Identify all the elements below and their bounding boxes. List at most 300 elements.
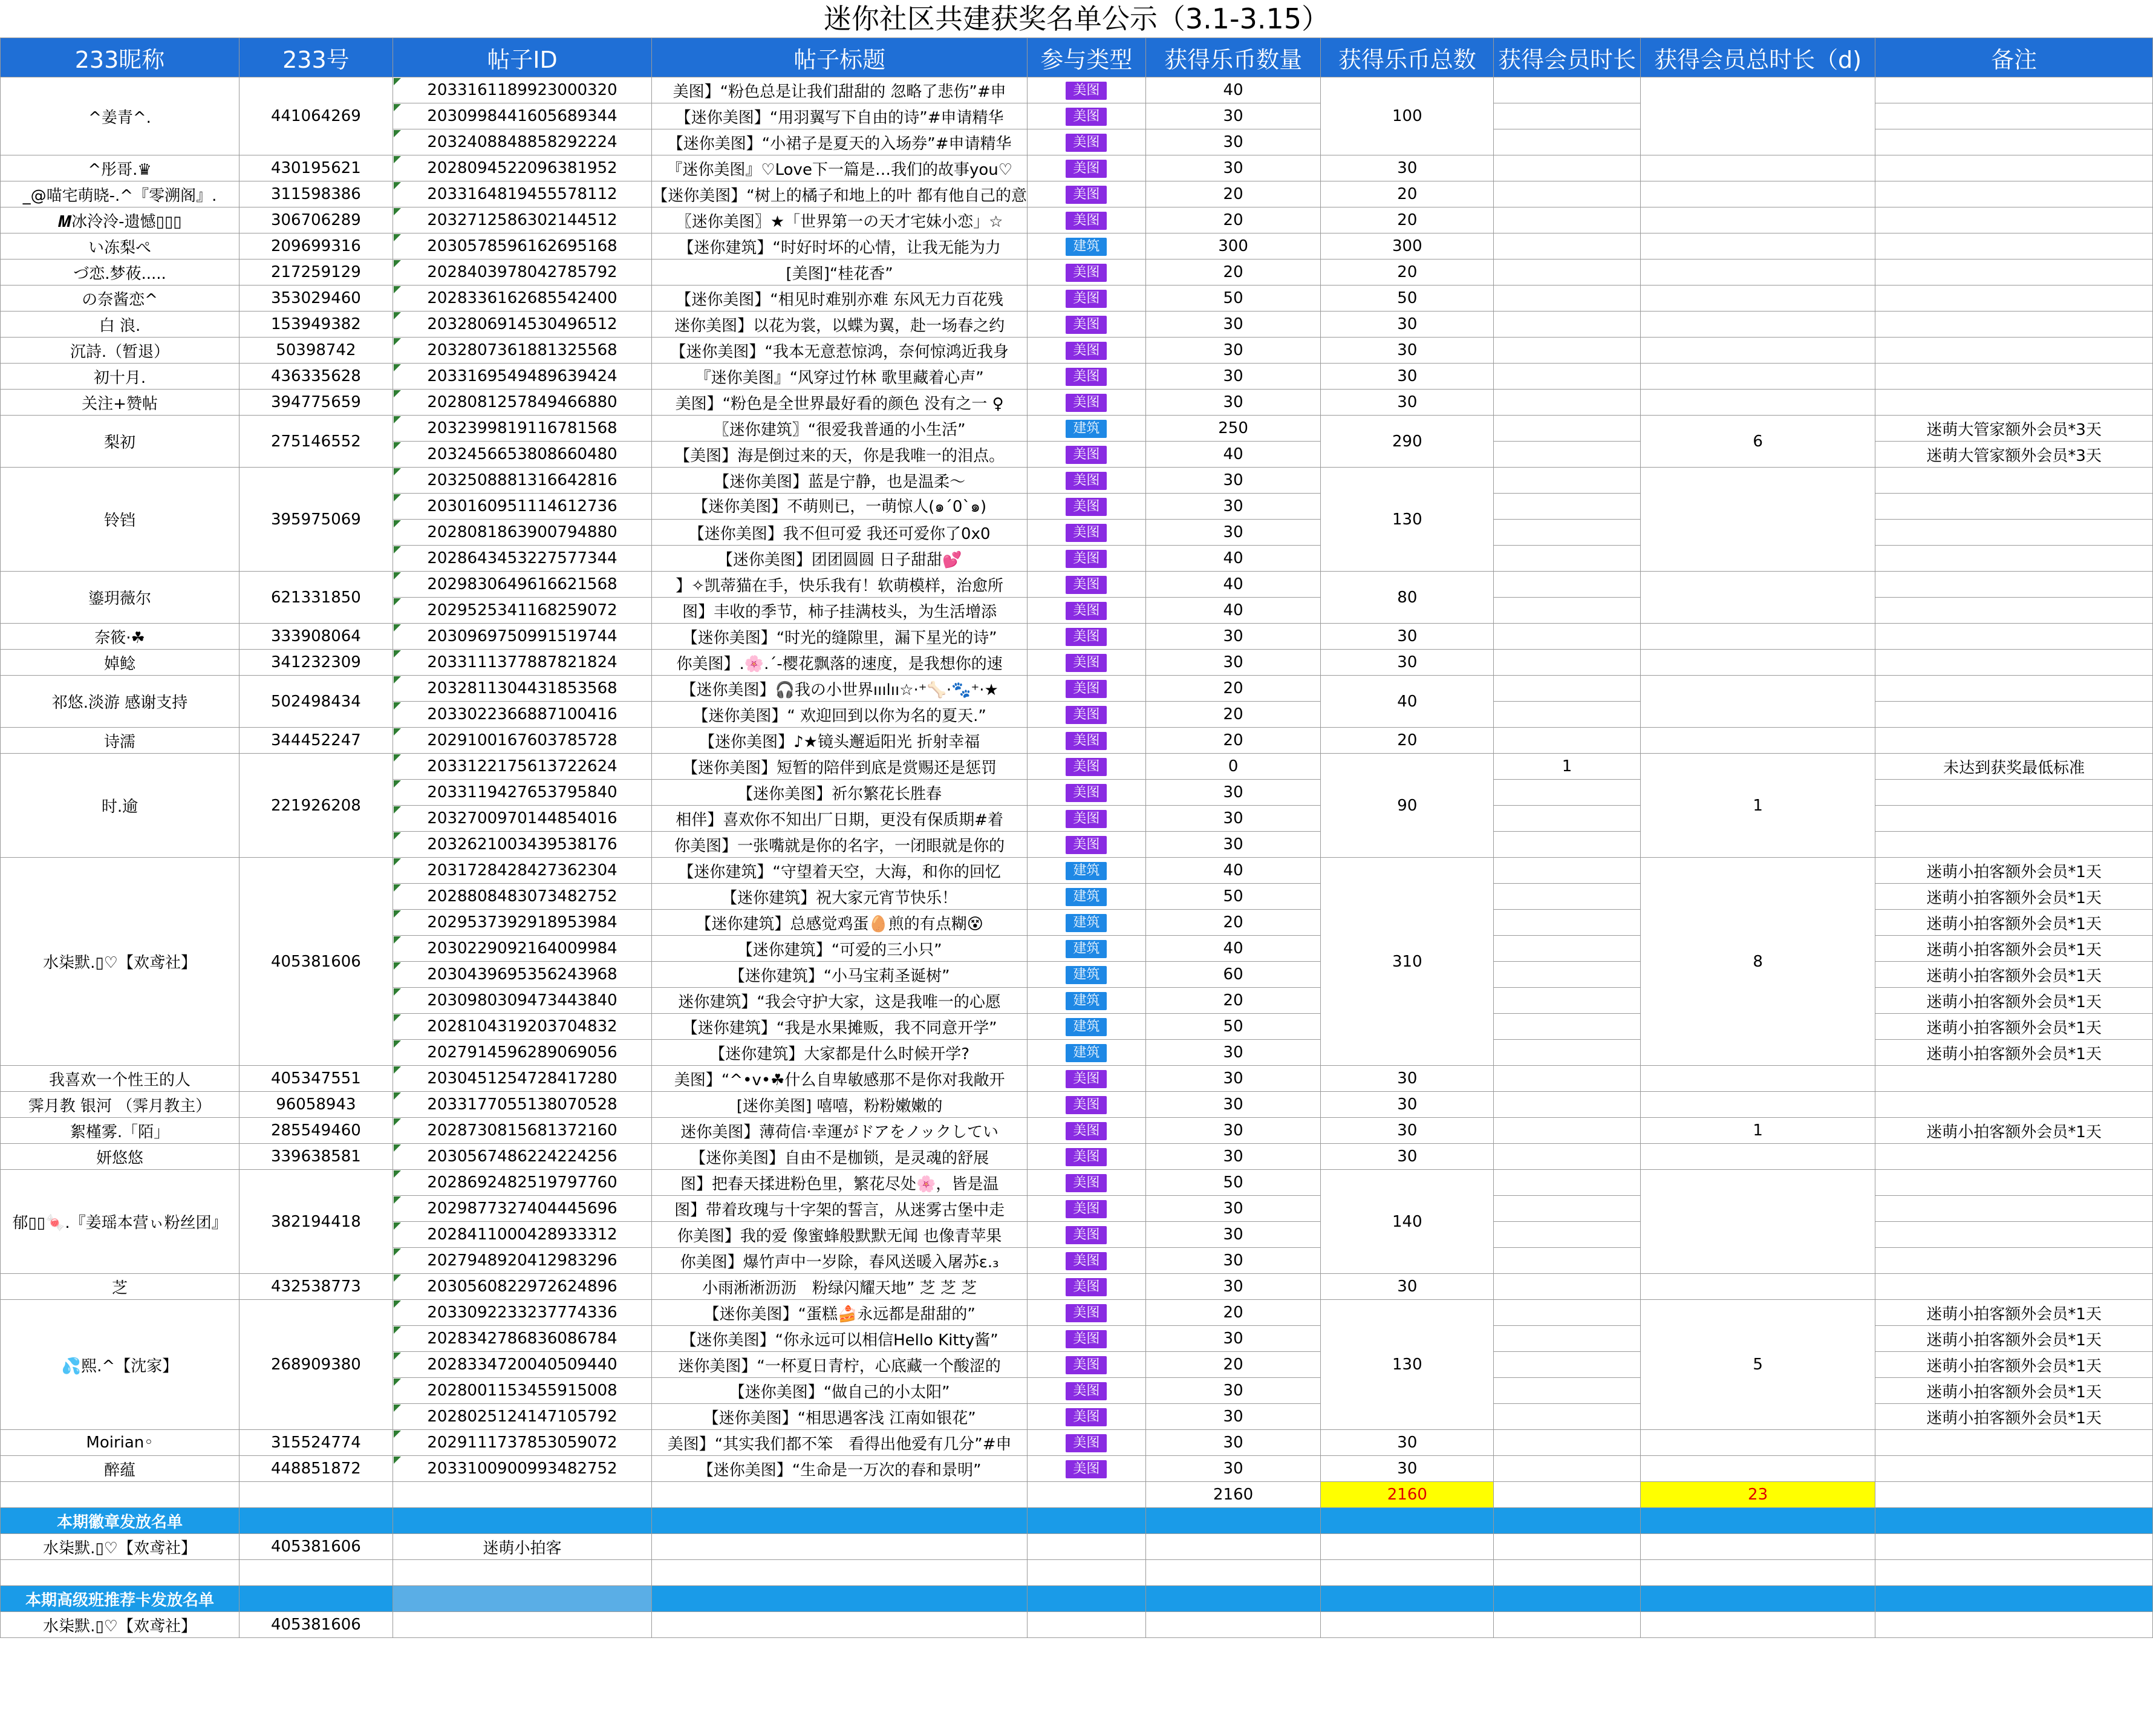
type-cell[interactable] (1028, 676, 1146, 702)
coins-total-cell[interactable]: 300 (1321, 233, 1494, 259)
coins-cell[interactable]: 30 (1145, 1326, 1321, 1352)
type-cell[interactable] (1028, 884, 1146, 910)
coins-cell[interactable]: 30 (1145, 338, 1321, 364)
type-cell[interactable] (1028, 1092, 1146, 1118)
coins-cell[interactable]: 40 (1145, 77, 1321, 103)
post-title-cell[interactable]: 【迷你建筑】总感觉鸡蛋🥚煎的有点糊😵 (652, 910, 1028, 936)
type-cell[interactable] (1028, 1430, 1146, 1456)
coins-cell[interactable]: 30 (1145, 155, 1321, 181)
post-id-cell[interactable]: 2028730815681372160 (392, 1118, 652, 1144)
post-title-cell[interactable]: 图】丰收的季节，柿子挂满枝头，为生活增添 (652, 598, 1028, 624)
type-cell[interactable] (1028, 780, 1146, 806)
member-time-cell[interactable] (1494, 416, 1641, 442)
nickname-cell[interactable]: 鎏玥薇尔 (1, 572, 239, 624)
post-id-cell[interactable]: 2029830649616621568 (392, 572, 652, 598)
coins-cell[interactable]: 50 (1145, 286, 1321, 312)
note-cell[interactable]: 迷萌小拍客额外会员*1天 (1875, 1378, 2153, 1404)
coins-cell[interactable]: 60 (1145, 962, 1321, 988)
member-time-cell[interactable] (1494, 1066, 1641, 1092)
post-id-cell[interactable]: 2030567486224224256 (392, 1144, 652, 1170)
member-total-cell[interactable] (1640, 572, 1875, 624)
coins-cell[interactable]: 30 (1145, 1248, 1321, 1274)
uid-cell[interactable]: 344452247 (239, 728, 393, 754)
note-cell[interactable] (1875, 520, 2153, 546)
coins-total-cell[interactable]: 30 (1321, 390, 1494, 416)
type-cell[interactable] (1028, 338, 1146, 364)
nickname-cell[interactable]: 霁月教 银河 （霁月教主） (1, 1092, 239, 1118)
coins-cell[interactable]: 30 (1145, 1196, 1321, 1222)
type-cell[interactable] (1028, 181, 1146, 207)
note-cell[interactable]: 迷萌小拍客额外会员*1天 (1875, 1300, 2153, 1326)
post-title-cell[interactable]: 【迷你建筑】“守望着天空，大海，和你的回忆 (652, 858, 1028, 884)
post-id-cell[interactable]: 2030229092164009984 (392, 936, 652, 962)
post-id-cell[interactable]: 2033169549489639424 (392, 364, 652, 390)
post-id-cell[interactable]: 2033177055138070528 (392, 1092, 652, 1118)
coins-cell[interactable]: 30 (1145, 1040, 1321, 1066)
col-note[interactable]: 备注 (1875, 38, 2153, 77)
post-title-cell[interactable]: 【迷你建筑】“小马宝莉圣诞树” (652, 962, 1028, 988)
note-cell[interactable] (1875, 1196, 2153, 1222)
member-time-cell[interactable] (1494, 1118, 1641, 1144)
member-time-cell[interactable] (1494, 832, 1641, 858)
uid-cell[interactable]: 395975069 (239, 468, 393, 572)
post-id-cell[interactable]: 2032508881316642816 (392, 468, 652, 494)
coins-cell[interactable]: 30 (1145, 1456, 1321, 1482)
member-time-cell[interactable] (1494, 702, 1641, 728)
type-cell[interactable] (1028, 129, 1146, 155)
type-cell[interactable] (1028, 1014, 1146, 1040)
post-title-cell[interactable]: 图】把春天揉进粉色里，繁花尽处🌸，皆是温 (652, 1170, 1028, 1196)
note-cell[interactable]: 迷萌大管家额外会员*3天 (1875, 416, 2153, 442)
member-time-cell[interactable] (1494, 468, 1641, 494)
coins-total-cell[interactable]: 140 (1321, 1170, 1494, 1274)
coins-total-cell[interactable]: 30 (1321, 624, 1494, 650)
post-title-cell[interactable]: 你美图】我的爱 像蜜蜂般默默无闻 也像青苹果 (652, 1222, 1028, 1248)
col-member-total[interactable]: 获得会员总时长（d) (1640, 38, 1875, 77)
member-total-cell[interactable]: 5 (1640, 1300, 1875, 1430)
uid-cell[interactable]: 217259129 (239, 259, 393, 286)
note-cell[interactable]: 迷萌小拍客额外会员*1天 (1875, 1352, 2153, 1378)
member-total-cell[interactable] (1640, 233, 1875, 259)
note-cell[interactable] (1875, 1248, 2153, 1274)
post-id-cell[interactable]: 2032700970144854016 (392, 806, 652, 832)
type-cell[interactable] (1028, 494, 1146, 520)
note-cell[interactable] (1875, 780, 2153, 806)
post-id-cell[interactable]: 2029877327404445696 (392, 1196, 652, 1222)
post-title-cell[interactable]: 迷你建筑】“我会守护大家，这是我唯一的心愿 (652, 988, 1028, 1014)
col-nickname[interactable]: 233昵称 (1, 38, 239, 77)
coins-cell[interactable]: 20 (1145, 702, 1321, 728)
coins-total-cell[interactable]: 40 (1321, 676, 1494, 728)
nickname-cell[interactable]: _@喵宅萌晓-.^『零溯阁』. (1, 181, 239, 207)
member-total-cell[interactable] (1640, 312, 1875, 338)
type-cell[interactable] (1028, 77, 1146, 103)
uid-cell[interactable]: 432538773 (239, 1274, 393, 1300)
post-id-cell[interactable]: 2028081863900794880 (392, 520, 652, 546)
post-id-cell[interactable]: 2033100900993482752 (392, 1456, 652, 1482)
member-total-cell[interactable] (1640, 468, 1875, 572)
uid-cell[interactable]: 153949382 (239, 312, 393, 338)
post-title-cell[interactable]: 】✧凯蒂猫在手，快乐我有！软萌模样，治愈所 (652, 572, 1028, 598)
post-title-cell[interactable]: 小雨淅淅沥沥 粉绿闪耀天地” 芝 芝 芝 (652, 1274, 1028, 1300)
uid-cell[interactable]: 382194418 (239, 1170, 393, 1274)
member-time-cell[interactable] (1494, 1352, 1641, 1378)
post-id-cell[interactable]: 2028104319203704832 (392, 1014, 652, 1040)
post-title-cell[interactable]: 美图】“^•v•☘什么自卑敏感那不是你对我敞开 (652, 1066, 1028, 1092)
post-title-cell[interactable]: [迷你美图] 嘻嘻，粉粉嫩嫩的 (652, 1092, 1028, 1118)
coins-cell[interactable]: 20 (1145, 676, 1321, 702)
post-title-cell[interactable]: 【迷你美图】“相思遇客浅 江南如银花” (652, 1404, 1028, 1430)
note-cell[interactable] (1875, 129, 2153, 155)
coins-cell[interactable]: 30 (1145, 312, 1321, 338)
coins-cell[interactable]: 50 (1145, 884, 1321, 910)
uid-cell[interactable]: 436335628 (239, 364, 393, 390)
coins-cell[interactable]: 30 (1145, 1274, 1321, 1300)
type-cell[interactable] (1028, 312, 1146, 338)
post-title-cell[interactable]: 【迷你美图】不萌则已，一萌惊人(๑´0`๑) (652, 494, 1028, 520)
member-total-cell[interactable] (1640, 1092, 1875, 1118)
member-time-cell[interactable] (1494, 259, 1641, 286)
post-title-cell[interactable]: 【迷你美图】🎧我の小世界ııılıı☆·⁺🦴·🐾⁺·★ (652, 676, 1028, 702)
member-time-cell[interactable] (1494, 676, 1641, 702)
post-title-cell[interactable]: 【迷你美图】短暂的陪伴到底是赏赐还是惩罚 (652, 754, 1028, 780)
uid-cell[interactable]: 441064269 (239, 77, 393, 155)
nickname-cell[interactable]: 沉詩.（暂退） (1, 338, 239, 364)
type-cell[interactable] (1028, 650, 1146, 676)
note-cell[interactable] (1875, 650, 2153, 676)
nickname-cell[interactable]: 𝑴冰泠泠-遗憾▯▯▯ (1, 207, 239, 233)
member-time-cell[interactable] (1494, 936, 1641, 962)
member-time-cell[interactable] (1494, 624, 1641, 650)
coins-total-cell[interactable]: 30 (1321, 1118, 1494, 1144)
post-id-cell[interactable]: 2033164819455578112 (392, 181, 652, 207)
type-cell[interactable] (1028, 155, 1146, 181)
col-coins-total[interactable]: 获得乐币总数 (1321, 38, 1494, 77)
coins-total-cell[interactable]: 90 (1321, 754, 1494, 858)
post-title-cell[interactable]: 〖迷你美图〗★「世界第一の天才宅妹小恋」☆ (652, 207, 1028, 233)
member-time-cell[interactable] (1494, 103, 1641, 129)
member-time-cell[interactable] (1494, 1196, 1641, 1222)
note-cell[interactable] (1875, 312, 2153, 338)
type-cell[interactable] (1028, 416, 1146, 442)
coins-cell[interactable]: 30 (1145, 520, 1321, 546)
uid-cell[interactable]: 502498434 (239, 676, 393, 728)
post-id-cell[interactable]: 2028001153455915008 (392, 1378, 652, 1404)
note-cell[interactable]: 迷萌小拍客额外会员*1天 (1875, 1404, 2153, 1430)
uid-cell[interactable]: 285549460 (239, 1118, 393, 1144)
type-cell[interactable] (1028, 624, 1146, 650)
coins-cell[interactable]: 300 (1145, 233, 1321, 259)
coins-cell[interactable]: 40 (1145, 572, 1321, 598)
note-cell[interactable] (1875, 676, 2153, 702)
post-title-cell[interactable]: 美图】“粉色是全世界最好看的颜色 没有之一 ♀ (652, 390, 1028, 416)
uid-cell[interactable]: 306706289 (239, 207, 393, 233)
member-time-cell[interactable] (1494, 1300, 1641, 1326)
post-id-cell[interactable]: 2030560822972624896 (392, 1274, 652, 1300)
note-cell[interactable] (1875, 181, 2153, 207)
nickname-cell[interactable]: 我喜欢一个性王的人 (1, 1066, 239, 1092)
note-cell[interactable] (1875, 494, 2153, 520)
uid-cell[interactable]: 394775659 (239, 390, 393, 416)
post-title-cell[interactable]: 【迷你美图】我不但可爱 我还可爱你了0x0 (652, 520, 1028, 546)
member-time-cell[interactable] (1494, 910, 1641, 936)
uid-cell[interactable]: 621331850 (239, 572, 393, 624)
nickname-cell[interactable]: 梨初 (1, 416, 239, 468)
member-time-cell[interactable] (1494, 77, 1641, 103)
post-id-cell[interactable]: 2028692482519797760 (392, 1170, 652, 1196)
member-total-cell[interactable] (1640, 1170, 1875, 1274)
coins-cell[interactable]: 50 (1145, 1014, 1321, 1040)
post-id-cell[interactable]: 2033092233237774336 (392, 1300, 652, 1326)
type-cell[interactable] (1028, 1222, 1146, 1248)
member-time-cell[interactable] (1494, 1456, 1641, 1482)
card-uid[interactable]: 405381606 (239, 1612, 393, 1638)
member-total-cell[interactable] (1640, 1274, 1875, 1300)
nickname-cell[interactable]: 絮槿雾.「陌」 (1, 1118, 239, 1144)
member-time-cell[interactable] (1494, 233, 1641, 259)
coins-total-cell[interactable]: 20 (1321, 728, 1494, 754)
post-id-cell[interactable]: 2030578596162695168 (392, 233, 652, 259)
note-cell[interactable]: 迷萌大管家额外会员*3天 (1875, 442, 2153, 468)
type-cell[interactable] (1028, 1040, 1146, 1066)
note-cell[interactable] (1875, 572, 2153, 598)
nickname-cell[interactable]: 醉蕴 (1, 1456, 239, 1482)
post-title-cell[interactable]: 【迷你美图】“小裙子是夏天的入场券”#申请精华 (652, 129, 1028, 155)
post-title-cell[interactable]: 【迷你建筑】“我是水果摊贩，我不同意开学” (652, 1014, 1028, 1040)
uid-cell[interactable]: 341232309 (239, 650, 393, 676)
coins-cell[interactable]: 30 (1145, 1118, 1321, 1144)
uid-cell[interactable]: 221926208 (239, 754, 393, 858)
uid-cell[interactable]: 311598386 (239, 181, 393, 207)
coins-total-cell[interactable]: 100 (1321, 77, 1494, 155)
badge-nickname[interactable]: 水柒默.▯♡【欢鸢社】 (1, 1534, 239, 1560)
member-total-cell[interactable] (1640, 1066, 1875, 1092)
coins-total-cell[interactable]: 310 (1321, 858, 1494, 1066)
post-title-cell[interactable]: 【美图】海是倒过来的天，你是我唯一的泪点。 (652, 442, 1028, 468)
post-id-cell[interactable]: 2032408848858292224 (392, 129, 652, 155)
type-cell[interactable] (1028, 1144, 1146, 1170)
note-cell[interactable]: 迷萌小拍客额外会员*1天 (1875, 858, 2153, 884)
note-cell[interactable]: 迷萌小拍客额外会员*1天 (1875, 988, 2153, 1014)
post-id-cell[interactable]: 2027948920412983296 (392, 1248, 652, 1274)
post-id-cell[interactable]: 2028081257849466880 (392, 390, 652, 416)
type-cell[interactable] (1028, 1196, 1146, 1222)
member-time-cell[interactable] (1494, 442, 1641, 468)
member-total-cell[interactable]: 1 (1640, 754, 1875, 858)
note-cell[interactable] (1875, 338, 2153, 364)
nickname-cell[interactable]: 诗濡 (1, 728, 239, 754)
coins-cell[interactable]: 30 (1145, 1222, 1321, 1248)
post-title-cell[interactable]: 【迷你美图】“ 欢迎回到以你为名的夏天.” (652, 702, 1028, 728)
coins-cell[interactable]: 30 (1145, 780, 1321, 806)
type-cell[interactable] (1028, 910, 1146, 936)
member-total-cell[interactable] (1640, 77, 1875, 155)
type-cell[interactable] (1028, 728, 1146, 754)
nickname-cell[interactable]: 时.逾 (1, 754, 239, 858)
coins-cell[interactable]: 40 (1145, 598, 1321, 624)
totals-coins[interactable]: 2160 (1145, 1482, 1321, 1508)
member-time-cell[interactable] (1494, 494, 1641, 520)
coins-cell[interactable]: 0 (1145, 754, 1321, 780)
coins-cell[interactable]: 40 (1145, 858, 1321, 884)
post-id-cell[interactable]: 2032621003439538176 (392, 832, 652, 858)
type-cell[interactable] (1028, 259, 1146, 286)
post-title-cell[interactable]: 迷你美图】薄荷信·幸運がドアをノックしてい (652, 1118, 1028, 1144)
type-cell[interactable] (1028, 103, 1146, 129)
member-time-cell[interactable] (1494, 1144, 1641, 1170)
nickname-cell[interactable]: 芝 (1, 1274, 239, 1300)
coins-cell[interactable]: 30 (1145, 1144, 1321, 1170)
coins-cell[interactable]: 20 (1145, 988, 1321, 1014)
post-id-cell[interactable]: 2030451254728417280 (392, 1066, 652, 1092)
coins-cell[interactable]: 30 (1145, 1430, 1321, 1456)
uid-cell[interactable]: 430195621 (239, 155, 393, 181)
coins-cell[interactable]: 30 (1145, 832, 1321, 858)
member-time-cell[interactable] (1494, 988, 1641, 1014)
uid-cell[interactable]: 405381606 (239, 858, 393, 1066)
uid-cell[interactable]: 209699316 (239, 233, 393, 259)
note-cell[interactable]: 迷萌小拍客额外会员*1天 (1875, 936, 2153, 962)
type-cell[interactable] (1028, 1248, 1146, 1274)
type-cell[interactable] (1028, 1456, 1146, 1482)
coins-cell[interactable]: 40 (1145, 442, 1321, 468)
member-total-cell[interactable]: 6 (1640, 416, 1875, 468)
note-cell[interactable] (1875, 546, 2153, 572)
member-time-cell[interactable] (1494, 207, 1641, 233)
type-cell[interactable] (1028, 598, 1146, 624)
note-cell[interactable] (1875, 1092, 2153, 1118)
note-cell[interactable] (1875, 702, 2153, 728)
nickname-cell[interactable]: ^彤哥.♛ (1, 155, 239, 181)
coins-total-cell[interactable]: 30 (1321, 312, 1494, 338)
coins-total-cell[interactable]: 30 (1321, 155, 1494, 181)
coins-total-cell[interactable]: 130 (1321, 468, 1494, 572)
note-cell[interactable] (1875, 1274, 2153, 1300)
member-time-cell[interactable] (1494, 962, 1641, 988)
type-cell[interactable] (1028, 1326, 1146, 1352)
member-total-cell[interactable] (1640, 155, 1875, 181)
coins-total-cell[interactable]: 130 (1321, 1300, 1494, 1430)
coins-cell[interactable]: 30 (1145, 1092, 1321, 1118)
type-cell[interactable] (1028, 1118, 1146, 1144)
member-time-cell[interactable] (1494, 181, 1641, 207)
note-cell[interactable]: 迷萌小拍客额外会员*1天 (1875, 884, 2153, 910)
note-cell[interactable] (1875, 806, 2153, 832)
note-cell[interactable] (1875, 598, 2153, 624)
post-id-cell[interactable]: 2028342786836086784 (392, 1326, 652, 1352)
post-id-cell[interactable]: 2027914596289069056 (392, 1040, 652, 1066)
post-title-cell[interactable]: 【迷你美图】祈尔繁花长胜春 (652, 780, 1028, 806)
post-id-cell[interactable]: 2032456653808660480 (392, 442, 652, 468)
note-cell[interactable] (1875, 1456, 2153, 1482)
coins-cell[interactable]: 50 (1145, 1170, 1321, 1196)
member-total-cell[interactable] (1640, 676, 1875, 728)
post-id-cell[interactable]: 2028336162685542400 (392, 286, 652, 312)
note-cell[interactable] (1875, 1066, 2153, 1092)
uid-cell[interactable]: 315524774 (239, 1430, 393, 1456)
note-cell[interactable]: 迷萌小拍客额外会员*1天 (1875, 910, 2153, 936)
type-cell[interactable] (1028, 988, 1146, 1014)
member-total-cell[interactable] (1640, 728, 1875, 754)
post-id-cell[interactable]: 2030980309473443840 (392, 988, 652, 1014)
nickname-cell[interactable]: 初十月. (1, 364, 239, 390)
post-id-cell[interactable]: 2033161189923000320 (392, 77, 652, 103)
uid-cell[interactable]: 268909380 (239, 1300, 393, 1430)
coins-total-cell[interactable]: 30 (1321, 1066, 1494, 1092)
coins-total-cell[interactable]: 20 (1321, 207, 1494, 233)
post-id-cell[interactable]: 2030998441605689344 (392, 103, 652, 129)
member-total-cell[interactable] (1640, 286, 1875, 312)
post-title-cell[interactable]: 『迷你美图』“风穿过竹林 歌里藏着心声” (652, 364, 1028, 390)
post-id-cell[interactable]: 2030160951114612736 (392, 494, 652, 520)
coins-total-cell[interactable]: 290 (1321, 416, 1494, 468)
uid-cell[interactable]: 50398742 (239, 338, 393, 364)
type-cell[interactable] (1028, 754, 1146, 780)
coins-cell[interactable]: 20 (1145, 1300, 1321, 1326)
member-time-cell[interactable] (1494, 286, 1641, 312)
coins-cell[interactable]: 20 (1145, 259, 1321, 286)
member-time-cell[interactable] (1494, 364, 1641, 390)
post-title-cell[interactable]: 迷你美图】以花为裳，以蝶为翼，赴一场春之约 (652, 312, 1028, 338)
member-time-cell[interactable] (1494, 390, 1641, 416)
coins-cell[interactable]: 30 (1145, 468, 1321, 494)
member-time-cell[interactable] (1494, 728, 1641, 754)
member-time-cell[interactable] (1494, 650, 1641, 676)
coins-total-cell[interactable]: 50 (1321, 286, 1494, 312)
post-title-cell[interactable]: 你美图】.🌸.´-樱花飘落的速度，是我想你的速 (652, 650, 1028, 676)
badge-section-title[interactable]: 本期徽章发放名单 (1, 1508, 239, 1534)
coins-total-cell[interactable]: 30 (1321, 650, 1494, 676)
coins-cell[interactable]: 30 (1145, 364, 1321, 390)
col-post-id[interactable]: 帖子ID (392, 38, 652, 77)
totals-member-total[interactable]: 23 (1640, 1482, 1875, 1508)
post-title-cell[interactable]: 『迷你美图』♡Love下一篇是…我们的故事you♡ (652, 155, 1028, 181)
nickname-cell[interactable]: 铃铛 (1, 468, 239, 572)
member-time-cell[interactable] (1494, 1092, 1641, 1118)
type-cell[interactable] (1028, 806, 1146, 832)
member-time-cell[interactable] (1494, 1378, 1641, 1404)
nickname-cell[interactable]: 奈筱·☘ (1, 624, 239, 650)
col-uid[interactable]: 233号 (239, 38, 393, 77)
col-coins[interactable]: 获得乐币数量 (1145, 38, 1321, 77)
nickname-cell[interactable]: 祁悠.淡游 感谢支持 (1, 676, 239, 728)
uid-cell[interactable]: 275146552 (239, 416, 393, 468)
coins-cell[interactable]: 30 (1145, 650, 1321, 676)
post-id-cell[interactable]: 2028808483073482752 (392, 884, 652, 910)
type-cell[interactable] (1028, 390, 1146, 416)
card-nickname[interactable]: 水柒默.▯♡【欢鸢社】 (1, 1612, 239, 1638)
type-cell[interactable] (1028, 1404, 1146, 1430)
col-member-time[interactable]: 获得会员时长 (1494, 38, 1641, 77)
note-cell[interactable]: 迷萌小拍客额外会员*1天 (1875, 1014, 2153, 1040)
member-total-cell[interactable] (1640, 1456, 1875, 1482)
post-title-cell[interactable]: 图】带着玫瑰与十字架的誓言，从迷雾古堡中走 (652, 1196, 1028, 1222)
member-time-cell[interactable] (1494, 884, 1641, 910)
nickname-cell[interactable]: 白 浪. (1, 312, 239, 338)
post-id-cell[interactable]: 2028025124147105792 (392, 1404, 652, 1430)
uid-cell[interactable]: 339638581 (239, 1144, 393, 1170)
member-time-cell[interactable] (1494, 338, 1641, 364)
member-time-cell[interactable] (1494, 780, 1641, 806)
type-cell[interactable] (1028, 442, 1146, 468)
coins-total-cell[interactable]: 20 (1321, 181, 1494, 207)
member-time-cell[interactable] (1494, 858, 1641, 884)
uid-cell[interactable]: 405347551 (239, 1066, 393, 1092)
nickname-cell[interactable]: の奈酱恋^ (1, 286, 239, 312)
post-id-cell[interactable]: 2029100167603785728 (392, 728, 652, 754)
type-cell[interactable] (1028, 364, 1146, 390)
member-total-cell[interactable] (1640, 624, 1875, 650)
